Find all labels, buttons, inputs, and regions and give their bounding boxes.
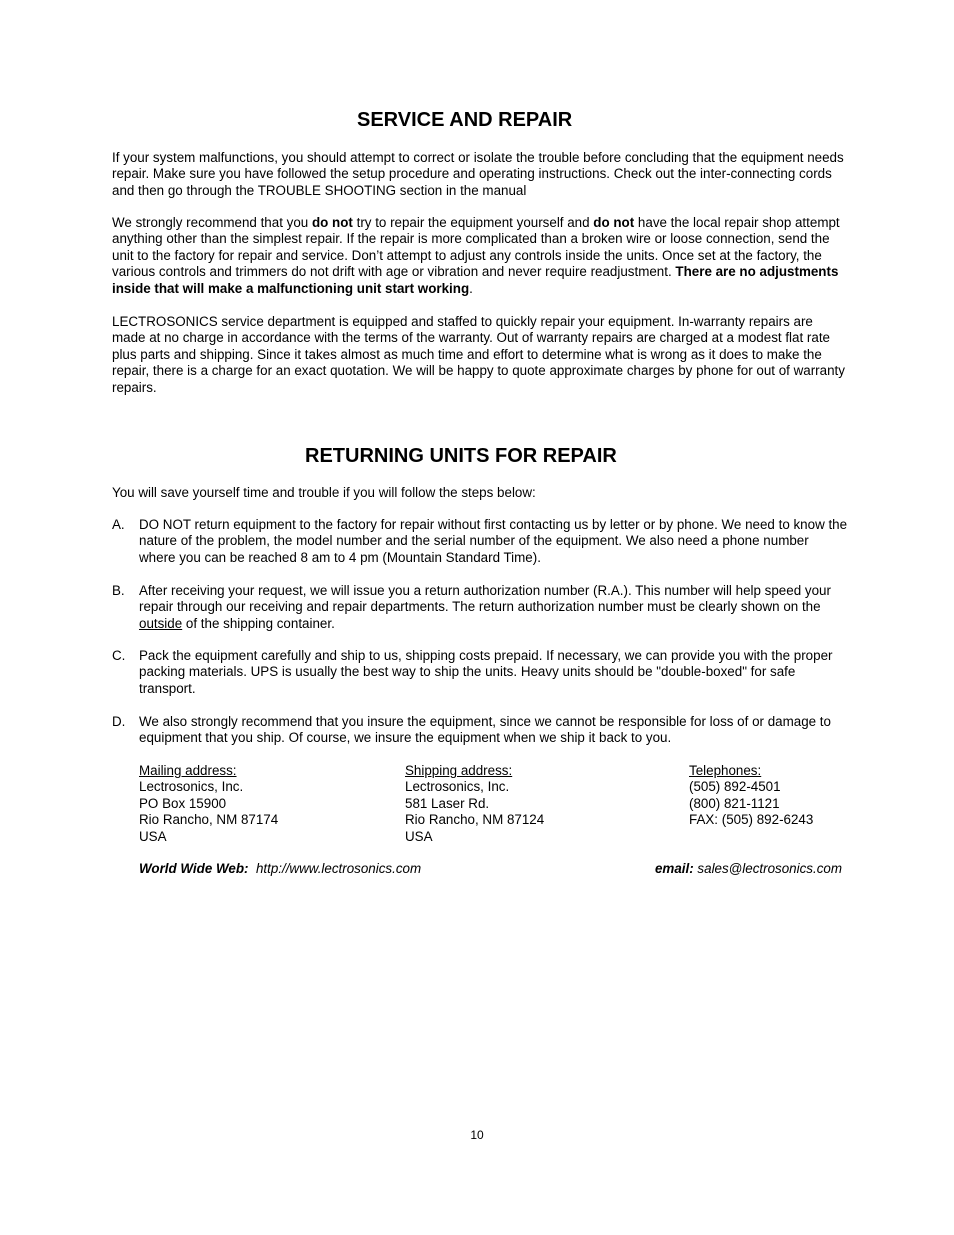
website-label: World Wide Web: (139, 861, 249, 876)
list-text: Pack the equipment carefully and ship to us, shipping costs prepaid. If necessary, we can provide you with the proper packing materials. UPS is usually the best way to ship the units. Heavy units should be "double-boxed" for safe transport. (139, 648, 833, 696)
list-letter: A. (112, 517, 125, 532)
bold-do-not: do not (593, 215, 635, 230)
address-line: PO Box 15900 (139, 795, 227, 811)
shipping-address (405, 763, 544, 845)
telephones-heading: Telephones: (689, 763, 762, 778)
phone-line: (800) 821-1121 (689, 795, 780, 811)
list-letter: C. (112, 648, 126, 663)
mailing-address (139, 763, 278, 845)
section-title-returning-units: RETURNING UNITS FOR REPAIR (305, 445, 617, 467)
paragraph-intro: You will save yourself time and trouble if you will follow the steps below: (112, 485, 536, 500)
address-line: 581 Laser Rd. (405, 795, 490, 811)
address-line: Lectrosonics, Inc. (139, 779, 244, 795)
mailing-address-heading: Mailing address: (139, 763, 237, 778)
phone-line: FAX: (505) 892-6243 (689, 812, 814, 828)
phone-line: (505) 892-4501 (689, 779, 781, 795)
page-number: 10 (470, 1128, 484, 1142)
bold-no-adjustments: There are no adjustments inside that will make a malfunctioning unit start working (112, 264, 839, 296)
telephones (689, 763, 813, 829)
list-text: We also strongly recommend that you insure the equipment, since we cannot be responsible for loss of or damage to equipment that you ship. Of course, we insure the equipment when we ship it back to you. (139, 714, 831, 746)
section-title-service-repair: SERVICE AND REPAIR (357, 109, 573, 131)
address-line: USA (405, 828, 433, 844)
paragraph-repair-recommendation: We strongly recommend that you do not try to repair the equipment yourself and do not have the local repair shop attempt anything other than the simplest repair. If the repair is more complicated than a broken wire or loose connection, send the unit to the factory for repair and service. Don’t attempt to adjust any controls inside the units. Once set at the factory, the various controls and trimmers do not drift with age or vibration and never require readjustment. There are no adjustments inside that will make a malfunctioning unit start working. (112, 215, 840, 296)
list-text: DO NOT return equipment to the factory for repair without first contacting us by letter or by phone. We need to know the nature of the problem, the model number and the serial number of the equipment. We also need a phone number where you can be reached 8 am to 4 pm (Mountain Standard Time). (139, 517, 848, 565)
underlined-outside: outside (139, 615, 183, 631)
email-label: email: (654, 861, 694, 876)
address-line: USA (139, 828, 167, 844)
website-url[interactable]: http://www.lectrosonics.com (255, 861, 422, 876)
email-address[interactable]: sales@lectrosonics.com (697, 861, 842, 876)
address-line: Rio Rancho, NM 87174 (139, 812, 279, 828)
address-line: Rio Rancho, NM 87124 (405, 812, 545, 828)
shipping-address-heading: Shipping address: (405, 763, 513, 778)
list-text: After receiving your request, we will issue you a return authorization number (R.A.). This number will help speed your repair through our receiving and repair departments. The return authorization number must be clearly shown on the outside of the shipping container. (139, 583, 831, 631)
website-line (139, 861, 421, 876)
email-line (655, 861, 842, 876)
bold-do-not: do not (311, 215, 353, 230)
paragraph-malfunction: If your system malfunctions, you should attempt to correct or isolate the trouble before concluding that the equipment needs repair. Make sure you have followed the setup procedure and operating instructions. Check out the inter-connecting cords and then go through the TROUBLE SHOOTING section in the manual (112, 150, 844, 198)
list-letter: D. (112, 714, 126, 729)
paragraph-service-department: LECTROSONICS service department is equipped and staffed to quickly repair your equipment. In-warranty repairs are made at no charge in accordance with the terms of the warranty. Out of warranty repairs are charged at a modest flat rate plus parts and shipping. Since it takes almost as much time and effort to determine what is wrong as it does to make the repair, there is a charge for an exact quotation. We will be happy to quote approximate charges by phone for out of warranty repairs. (112, 314, 845, 395)
list-letter: B. (112, 583, 125, 598)
address-line: Lectrosonics, Inc. (405, 779, 510, 795)
